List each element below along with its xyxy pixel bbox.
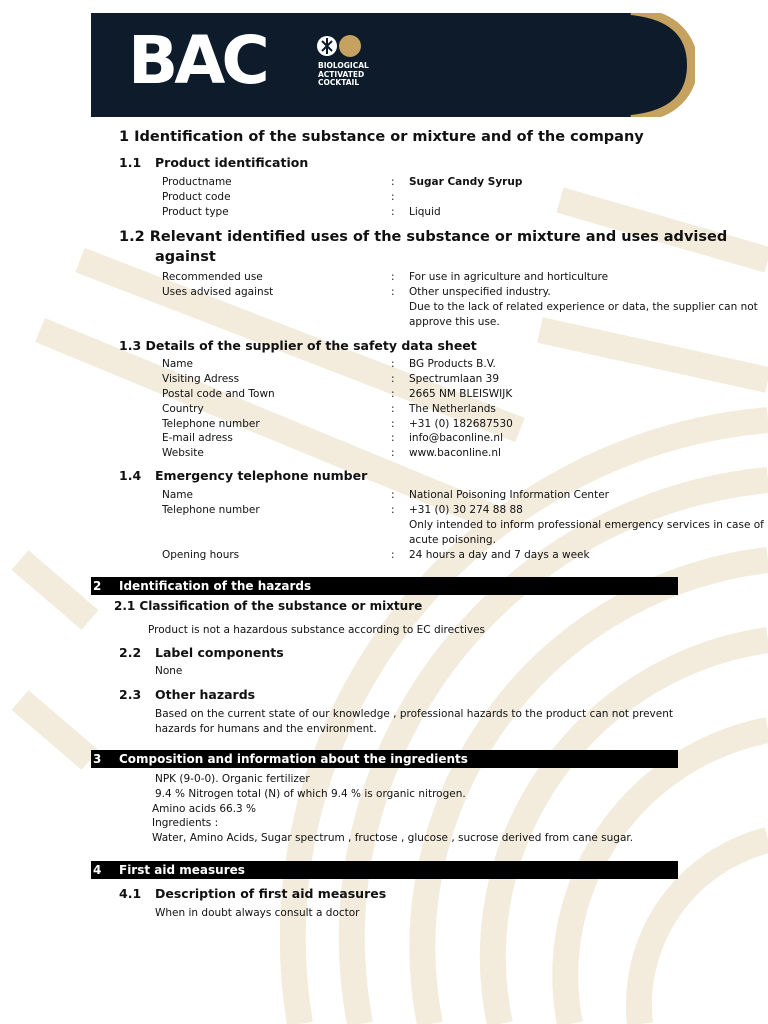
- section-1-4-number: 1.4: [119, 468, 142, 483]
- composition-line-4: Ingredients :: [152, 817, 219, 829]
- section-1-3-title: 1.3 Details of the supplier of the safety data sheet: [119, 338, 477, 353]
- section-2-1-title: 2.1 Classification of the substance or mixture: [114, 599, 423, 613]
- emergency-note-1: Only intended to inform professional emergency services in case of: [409, 519, 764, 531]
- section-4-1-text: When in doubt always consult a doctor: [155, 907, 360, 919]
- logo: BAC: [128, 22, 266, 99]
- section-2-header: 2 Identification of the hazards: [91, 577, 678, 595]
- composition-line-5: Water, Amino Acids, Sugar spectrum , fructose , glucose , sucrose derived from cane sugar.: [152, 832, 634, 844]
- section-3-header: 3 Composition and information about the ingredients: [91, 750, 678, 768]
- section-1-2-title: 1.2 Relevant identified uses of the substance or mixture and uses advised: [119, 229, 728, 245]
- section-1-2-title-cont: against: [155, 249, 216, 265]
- logo-tagline: BIOLOGICAL ACTIVATED COCKTAIL: [318, 61, 369, 87]
- emergency-note-2: acute poisoning.: [409, 534, 496, 546]
- composition-line-3: Amino acids 66.3 %: [152, 803, 257, 815]
- section-2-3-text-1: Based on the current state of our knowledge , professional hazards to the product can not prevent: [155, 708, 673, 720]
- composition-line-2: 9.4 % Nitrogen total (N) of which 9.4 % is organic nitrogen.: [155, 788, 466, 800]
- section-2-2-text: None: [155, 665, 183, 677]
- section-2-3-title: Other hazards: [155, 687, 256, 702]
- composition-line-1: NPK (9-0-0). Organic fertilizer: [155, 773, 310, 785]
- section-2-1-text: Product is not a hazardous substance according to EC directives: [148, 624, 486, 636]
- section-1-4-title: Emergency telephone number: [155, 468, 368, 483]
- section-1-title: 1 Identification of the substance or mixture and of the company: [119, 129, 644, 145]
- uses-advised-note-1: Due to the lack of related experience or data, the supplier can not: [409, 301, 758, 313]
- section-2-3-text-2: hazards for humans and the environment.: [155, 723, 377, 735]
- logo-emblem-icon: [316, 33, 362, 59]
- section-4-header: 4 First aid measures: [91, 861, 678, 879]
- uses-advised-note-2: approve this use.: [409, 316, 500, 328]
- section-4-1-title: Description of first aid measures: [155, 886, 387, 901]
- section-1-1-title: Product identification: [155, 155, 309, 170]
- section-2-2-number: 2.2: [119, 645, 142, 660]
- section-1-1-number: 1.1: [119, 155, 142, 170]
- section-4-1-number: 4.1: [119, 886, 142, 901]
- section-2-3-number: 2.3: [119, 687, 142, 702]
- section-2-2-title: Label components: [155, 645, 284, 660]
